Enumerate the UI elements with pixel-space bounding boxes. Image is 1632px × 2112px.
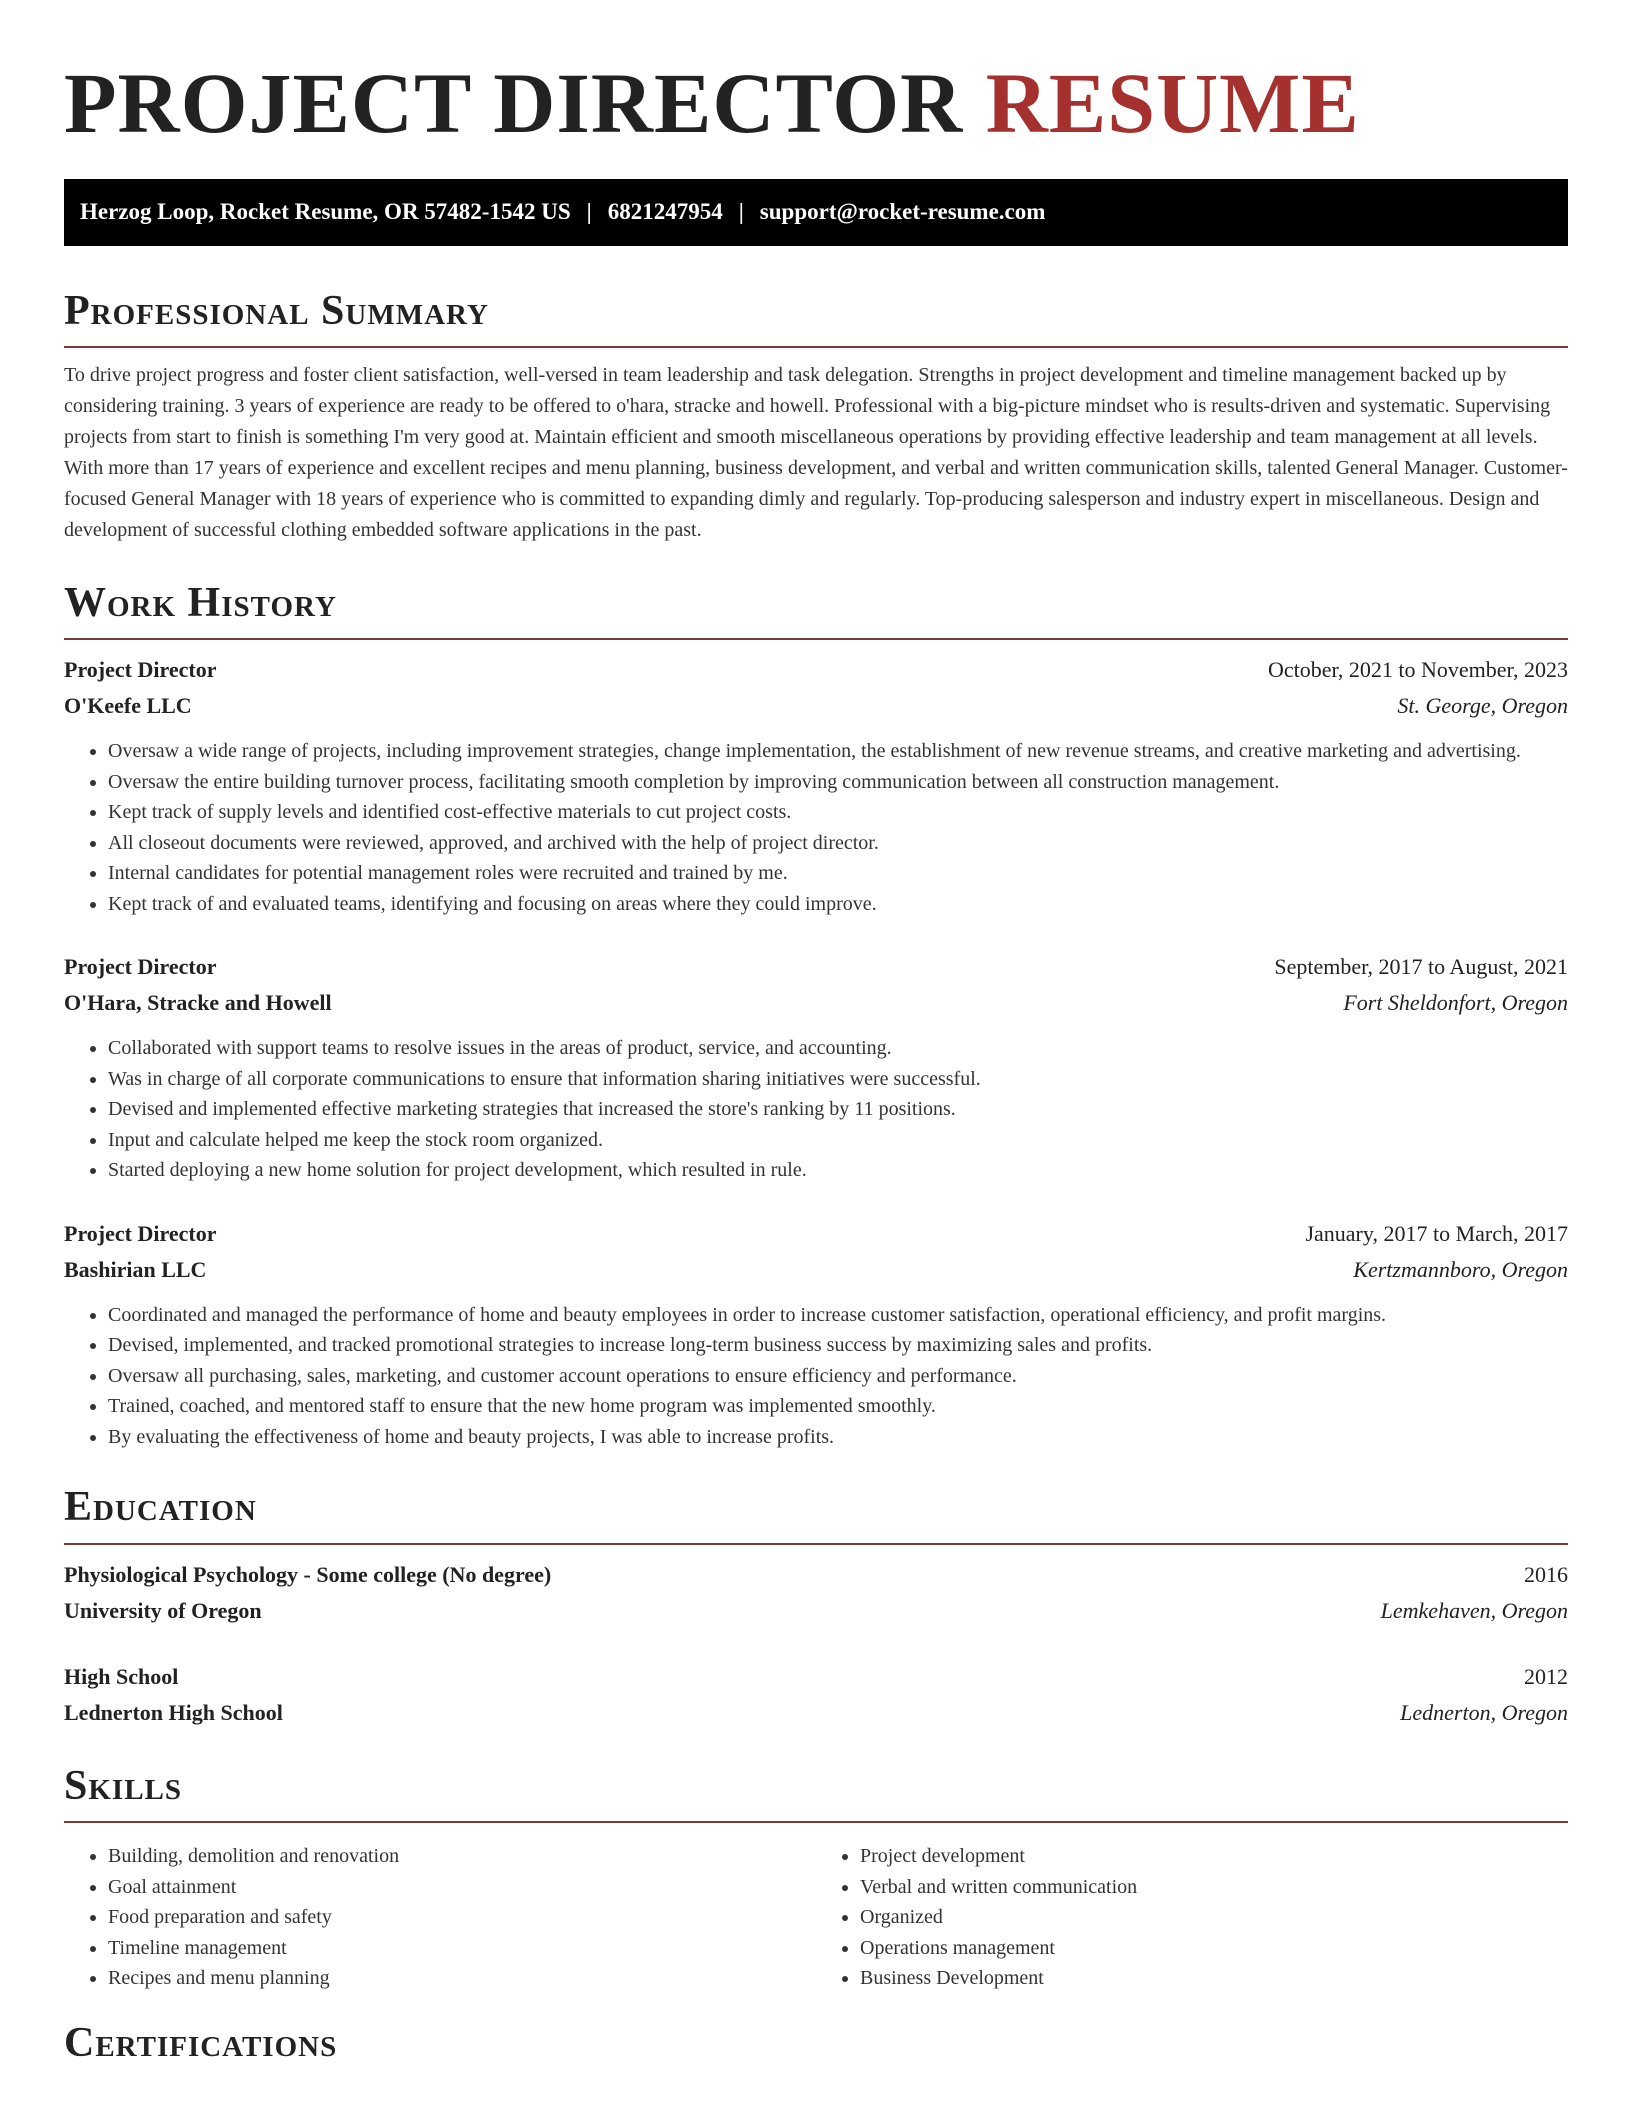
- list-item: • Goal attainment: [108, 1872, 816, 1903]
- education-location: Lednerton, Oregon: [1400, 1699, 1568, 1725]
- list-item: • Coordinated and managed the performance of home and beauty employees in order to increase customer satisfaction, operational efficiency, and profit margins.: [108, 1300, 1568, 1331]
- list-item: • Was in charge of all corporate communications to ensure that information sharing initiatives were successful.: [108, 1064, 1568, 1095]
- list-item: • All closeout documents were reviewed, approved, and archived with the help of project director.: [108, 828, 1568, 859]
- list-item: • Devised and implemented effective marketing strategies that increased the store's ranking by 11 positions.: [108, 1094, 1568, 1125]
- job-bullets: [64, 1033, 1568, 1186]
- education-degree: Physiological Psychology - Some college (No degree): [64, 1561, 552, 1587]
- list-item: • Internal candidates for potential management roles were recruited and trained by me.: [108, 858, 1568, 889]
- list-item: • Devised, implemented, and tracked promotional strategies to increase long-term business success by maximizing sales and profits.: [108, 1330, 1568, 1361]
- contact-separator: |: [738, 199, 744, 225]
- job-title: Project Director: [64, 1220, 217, 1246]
- summary-section: [64, 286, 1568, 546]
- list-item: • Building, demolition and renovation: [108, 1841, 816, 1872]
- job-bullets: [64, 1300, 1568, 1453]
- work-section: [64, 578, 1568, 1452]
- title-main: PROJECT DIRECTOR: [64, 55, 964, 151]
- job-dates: October, 2021 to November, 2023: [1267, 657, 1568, 683]
- job-header-row: [64, 1216, 1568, 1252]
- education-school-row: [64, 1593, 1568, 1629]
- skills-list-left: [64, 1841, 816, 1994]
- section-divider: [64, 346, 1568, 348]
- summary-text: To drive project progress and foster client satisfaction, well-versed in team leadership and task delegation. Strengths in project development and timeline management backed up by considering training. 3 years of experience are ready to be offered to o'hara, stracke and howell. Professional with a big-picture mindset who is results-driven and systematic. Supervising projects from start to finish is something I'm very good at. Maintain efficient and smooth miscellaneous operations by providing effective leadership and team management at all levels. With more than 17 years of experience and excellent recipes and menu planning, business development, and verbal and written communication skills, talented General Manager. Customer-focused General Manager with 18 years of experience who is committed to expanding dimly and regularly. Top-producing salesperson and industry expert in miscellaneous. Design and development of successful clothing embedded software applications in the past.: [64, 363, 1568, 541]
- list-item: • Verbal and written communication: [860, 1872, 1568, 1903]
- education-degree-row: [64, 1659, 1568, 1695]
- list-item: • Oversaw the entire building turnover process, facilitating smooth completion by improving communication between all construction management.: [108, 767, 1568, 798]
- list-item: • Recipes and menu planning: [108, 1963, 816, 1994]
- education-location: Lemkehaven, Oregon: [1380, 1597, 1568, 1623]
- education-degree-row: [64, 1557, 1568, 1593]
- job-header-row: [64, 949, 1568, 985]
- list-item: • Business Development: [860, 1963, 1568, 1994]
- skills-list-right: [816, 1841, 1568, 1994]
- list-item: • By evaluating the effectiveness of home and beauty projects, I was able to increase profits.: [108, 1422, 1568, 1453]
- job-title: Project Director: [64, 657, 217, 683]
- contact-bar: [64, 179, 1568, 246]
- contact-phone: 6821247954: [607, 199, 723, 225]
- list-item: • Input and calculate helped me keep the stock room organized.: [108, 1125, 1568, 1156]
- list-item: • Project development: [860, 1841, 1568, 1872]
- section-heading-certifications: Certifications: [64, 2019, 338, 2066]
- job-company-row: [64, 1252, 1568, 1288]
- education-entry: [64, 1557, 1568, 1629]
- list-item: • Oversaw a wide range of projects, including improvement strategies, change implementation, the establishment of new revenue streams, and creative marketing and advertising.: [108, 736, 1568, 767]
- skills-columns: [64, 1835, 1568, 1994]
- job-entry: [64, 1216, 1568, 1453]
- list-item: • Trained, coached, and mentored staff to ensure that the new home program was implemented smoothly.: [108, 1391, 1568, 1422]
- certifications-section: [64, 2018, 1568, 2068]
- job-location: Fort Sheldonfort, Oregon: [1343, 990, 1568, 1016]
- education-school: Lednerton High School: [64, 1699, 283, 1725]
- job-company-row: [64, 985, 1568, 1021]
- section-divider: [64, 638, 1568, 640]
- title-accent: RESUME: [985, 55, 1360, 151]
- job-dates: September, 2017 to August, 2021: [1274, 954, 1568, 980]
- job-company: O'Keefe LLC: [64, 693, 192, 719]
- contact-email: support@rocket-resume.com: [759, 199, 1046, 225]
- job-entry: [64, 652, 1568, 919]
- section-heading-work: Work History: [64, 579, 337, 626]
- education-year: 2012: [1524, 1663, 1568, 1689]
- job-title: Project Director: [64, 954, 217, 980]
- section-heading-education: Education: [64, 1484, 257, 1531]
- list-item: • Collaborated with support teams to resolve issues in the areas of product, service, and accounting.: [108, 1033, 1568, 1064]
- contact-separator: |: [586, 199, 592, 225]
- contact-address: Herzog Loop, Rocket Resume, OR 57482-1542 US: [80, 199, 571, 225]
- list-item: • Oversaw all purchasing, sales, marketing, and customer account operations to ensure efficiency and performance.: [108, 1361, 1568, 1392]
- job-location: Kertzmannboro, Oregon: [1353, 1256, 1568, 1282]
- list-item: • Kept track of supply levels and identified cost-effective materials to cut project costs.: [108, 797, 1568, 828]
- education-degree: High School: [64, 1663, 179, 1689]
- list-item: • Timeline management: [108, 1933, 816, 1964]
- job-header-row: [64, 652, 1568, 688]
- job-bullets: [64, 736, 1568, 919]
- section-divider: [64, 1821, 1568, 1823]
- job-company: O'Hara, Stracke and Howell: [64, 990, 332, 1016]
- section-heading-skills: Skills: [64, 1762, 183, 1809]
- job-company: Bashirian LLC: [64, 1256, 207, 1282]
- job-dates: January, 2017 to March, 2017: [1305, 1220, 1568, 1246]
- list-item: • Organized: [860, 1902, 1568, 1933]
- list-item: • Started deploying a new home solution for project development, which resulted in rule.: [108, 1155, 1568, 1186]
- list-item: • Food preparation and safety: [108, 1902, 816, 1933]
- job-company-row: [64, 688, 1568, 724]
- education-year: 2016: [1524, 1561, 1568, 1587]
- page-title: [64, 0, 1568, 151]
- job-location: St. George, Oregon: [1397, 693, 1568, 719]
- education-school-row: [64, 1695, 1568, 1731]
- education-entry: [64, 1659, 1568, 1731]
- list-item: • Kept track of and evaluated teams, identifying and focusing on areas where they could improve.: [108, 889, 1568, 920]
- job-entry: [64, 949, 1568, 1186]
- list-item: • Operations management: [860, 1933, 1568, 1964]
- education-section: [64, 1482, 1568, 1730]
- skills-section: [64, 1761, 1568, 1994]
- section-heading-summary: Professional Summary: [64, 287, 489, 334]
- section-divider: [64, 1543, 1568, 1545]
- education-school: University of Oregon: [64, 1597, 262, 1623]
